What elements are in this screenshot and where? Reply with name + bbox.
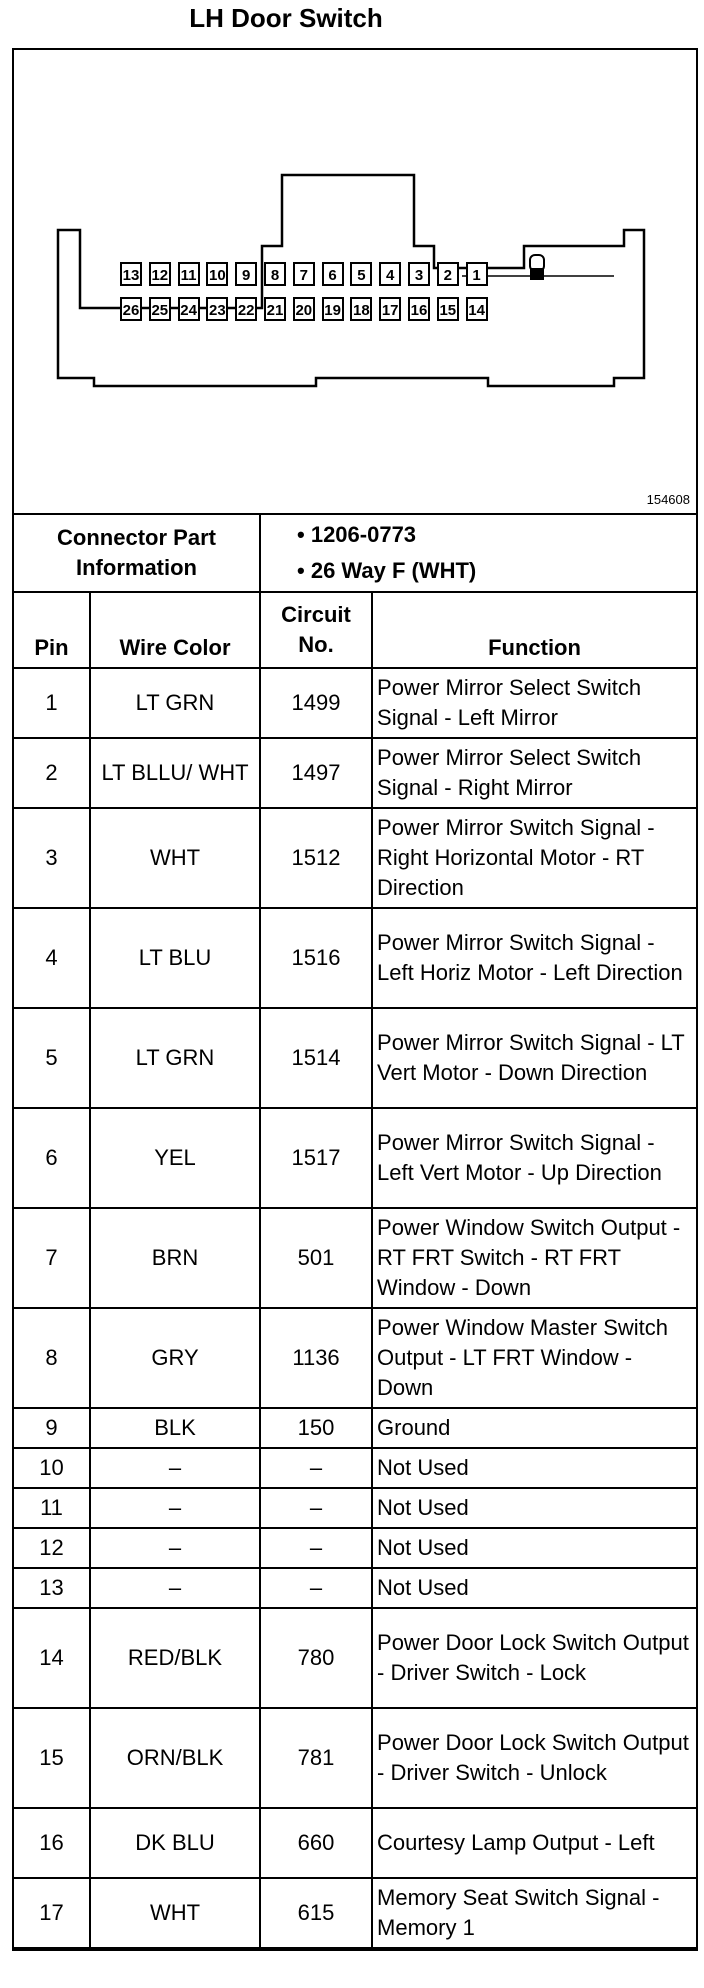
- pinout-table: [14, 515, 696, 1949]
- connector-pin: 14: [466, 297, 488, 321]
- connector-pin: 10: [206, 262, 228, 286]
- wire-color-cell: –: [90, 1488, 260, 1528]
- circuit-cell: 1497: [260, 738, 372, 808]
- circuit-cell: 1514: [260, 1008, 372, 1108]
- col-pin: Pin: [14, 592, 90, 668]
- connector-pin: 12: [149, 262, 171, 286]
- function-cell: Not Used: [372, 1528, 696, 1568]
- circuit-cell: 501: [260, 1208, 372, 1308]
- circuit-cell: 781: [260, 1708, 372, 1808]
- circuit-cell: 780: [260, 1608, 372, 1708]
- connector-pin: 19: [322, 297, 344, 321]
- wire-color-cell: RED/BLK: [90, 1608, 260, 1708]
- table-row: [14, 808, 696, 908]
- circuit-cell: 660: [260, 1808, 372, 1878]
- connector-info-label: Connector Part Information: [14, 515, 260, 592]
- circuit-cell: 1516: [260, 908, 372, 1008]
- connector-pin: 5: [350, 262, 372, 286]
- connector-pin: 21: [264, 297, 286, 321]
- table-row: [14, 1808, 696, 1878]
- table-row: [14, 1108, 696, 1208]
- connector-pin: 13: [120, 262, 142, 286]
- circuit-cell: –: [260, 1568, 372, 1608]
- function-cell: Power Mirror Switch Signal - Right Horizontal Motor - RT Direction: [372, 808, 696, 908]
- table-row: [14, 908, 696, 1008]
- pin-cell: 3: [14, 808, 90, 908]
- connector-pin: 2: [437, 262, 459, 286]
- function-cell: Power Door Lock Switch Output - Driver Switch - Unlock: [372, 1708, 696, 1808]
- table-row: [14, 1408, 696, 1448]
- function-cell: Power Mirror Switch Signal - Left Horiz Motor - Left Direction: [372, 908, 696, 1008]
- table-row: [14, 668, 696, 738]
- connector-pin: 18: [350, 297, 372, 321]
- connector-info-values: [260, 515, 696, 592]
- circuit-cell: 1499: [260, 668, 372, 738]
- pin-cell: 12: [14, 1528, 90, 1568]
- wire-color-cell: BRN: [90, 1208, 260, 1308]
- wire-color-cell: LT BLLU/ WHT: [90, 738, 260, 808]
- connector-pin: 4: [379, 262, 401, 286]
- pin-cell: 15: [14, 1708, 90, 1808]
- connector-part-number: • 1206-0773: [297, 522, 417, 547]
- connector-pin: 7: [293, 262, 315, 286]
- wire-color-cell: –: [90, 1568, 260, 1608]
- function-cell: Not Used: [372, 1568, 696, 1608]
- connector-pin: 26: [120, 297, 142, 321]
- circuit-cell: 1136: [260, 1308, 372, 1408]
- connector-pin: 15: [437, 297, 459, 321]
- pin-cell: 1: [14, 668, 90, 738]
- circuit-cell: 1517: [260, 1108, 372, 1208]
- connector-pin: 22: [235, 297, 257, 321]
- circuit-cell: –: [260, 1528, 372, 1568]
- table-row: [14, 1708, 696, 1808]
- figure-number: 154608: [646, 492, 690, 507]
- pin-cell: 9: [14, 1408, 90, 1448]
- connector-pin: 8: [264, 262, 286, 286]
- function-cell: Power Window Master Switch Output - LT FRT Window - Down: [372, 1308, 696, 1408]
- table-header: [14, 592, 696, 668]
- table-row: [14, 1008, 696, 1108]
- function-cell: Not Used: [372, 1448, 696, 1488]
- circuit-cell: –: [260, 1488, 372, 1528]
- table-row: [14, 1608, 696, 1708]
- connector-pin: 6: [322, 262, 344, 286]
- connector-pin: 24: [178, 297, 200, 321]
- pin-cell: 7: [14, 1208, 90, 1308]
- connector-type: • 26 Way F (WHT): [297, 558, 477, 583]
- wire-color-cell: GRY: [90, 1308, 260, 1408]
- connector-pin: 16: [408, 297, 430, 321]
- table-row: [14, 1878, 696, 1948]
- connector-pin: 20: [293, 297, 315, 321]
- circuit-cell: 615: [260, 1878, 372, 1948]
- connector-info-row: [14, 515, 696, 592]
- wire-color-cell: –: [90, 1448, 260, 1488]
- table-row: [14, 1208, 696, 1308]
- pin-cell: 10: [14, 1448, 90, 1488]
- pin-cell: 8: [14, 1308, 90, 1408]
- pin-cell: 13: [14, 1568, 90, 1608]
- pin-cell: 17: [14, 1878, 90, 1948]
- col-function: Function: [372, 592, 696, 668]
- function-cell: Courtesy Lamp Output - Left: [372, 1808, 696, 1878]
- function-cell: Memory Seat Switch Signal - Memory 1: [372, 1878, 696, 1948]
- wire-color-cell: –: [90, 1528, 260, 1568]
- connector-pin: 1: [466, 262, 488, 286]
- connector-diagram: [14, 50, 696, 515]
- table-row: [14, 1488, 696, 1528]
- wire-color-cell: LT GRN: [90, 1008, 260, 1108]
- wire-color-cell: YEL: [90, 1108, 260, 1208]
- pin-cell: 11: [14, 1488, 90, 1528]
- col-circuit: Circuit No.: [260, 592, 372, 668]
- function-cell: Power Door Lock Switch Output - Driver Switch - Lock: [372, 1608, 696, 1708]
- pin-cell: 4: [14, 908, 90, 1008]
- pin-cell: 16: [14, 1808, 90, 1878]
- table-row: [14, 1308, 696, 1408]
- page-title: LH Door Switch: [189, 3, 383, 33]
- pin-cell: 2: [14, 738, 90, 808]
- pin-cell: 6: [14, 1108, 90, 1208]
- function-cell: Power Mirror Select Switch Signal - Left Mirror: [372, 668, 696, 738]
- table-row: [14, 1528, 696, 1568]
- function-cell: Power Mirror Switch Signal - Left Vert Motor - Up Direction: [372, 1108, 696, 1208]
- wire-color-cell: WHT: [90, 1878, 260, 1948]
- connector-pin: 25: [149, 297, 171, 321]
- wire-color-cell: BLK: [90, 1408, 260, 1448]
- function-cell: Ground: [372, 1408, 696, 1448]
- table-row: [14, 1448, 696, 1488]
- wire-color-cell: LT GRN: [90, 668, 260, 738]
- circuit-cell: 150: [260, 1408, 372, 1448]
- table-row: [14, 738, 696, 808]
- pin-cell: 14: [14, 1608, 90, 1708]
- circuit-cell: –: [260, 1448, 372, 1488]
- connector-pin: 11: [178, 262, 200, 286]
- wire-color-cell: ORN/BLK: [90, 1708, 260, 1808]
- connector-pin: 23: [206, 297, 228, 321]
- wire-color-cell: WHT: [90, 808, 260, 908]
- pin-cell: 5: [14, 1008, 90, 1108]
- table-row: [14, 1568, 696, 1608]
- connector-pin: 17: [379, 297, 401, 321]
- circuit-cell: 1512: [260, 808, 372, 908]
- function-cell: Power Window Switch Output - RT FRT Switch - RT FRT Window - Down: [372, 1208, 696, 1308]
- wire-color-cell: LT BLU: [90, 908, 260, 1008]
- col-wire-color: Wire Color: [90, 592, 260, 668]
- wire-color-cell: DK BLU: [90, 1808, 260, 1878]
- function-cell: Power Mirror Select Switch Signal - Right Mirror: [372, 738, 696, 808]
- connector-pin: 9: [235, 262, 257, 286]
- function-cell: Power Mirror Switch Signal - LT Vert Motor - Down Direction: [372, 1008, 696, 1108]
- connector-sheet: [12, 48, 698, 1951]
- function-cell: Not Used: [372, 1488, 696, 1528]
- connector-pin: 3: [408, 262, 430, 286]
